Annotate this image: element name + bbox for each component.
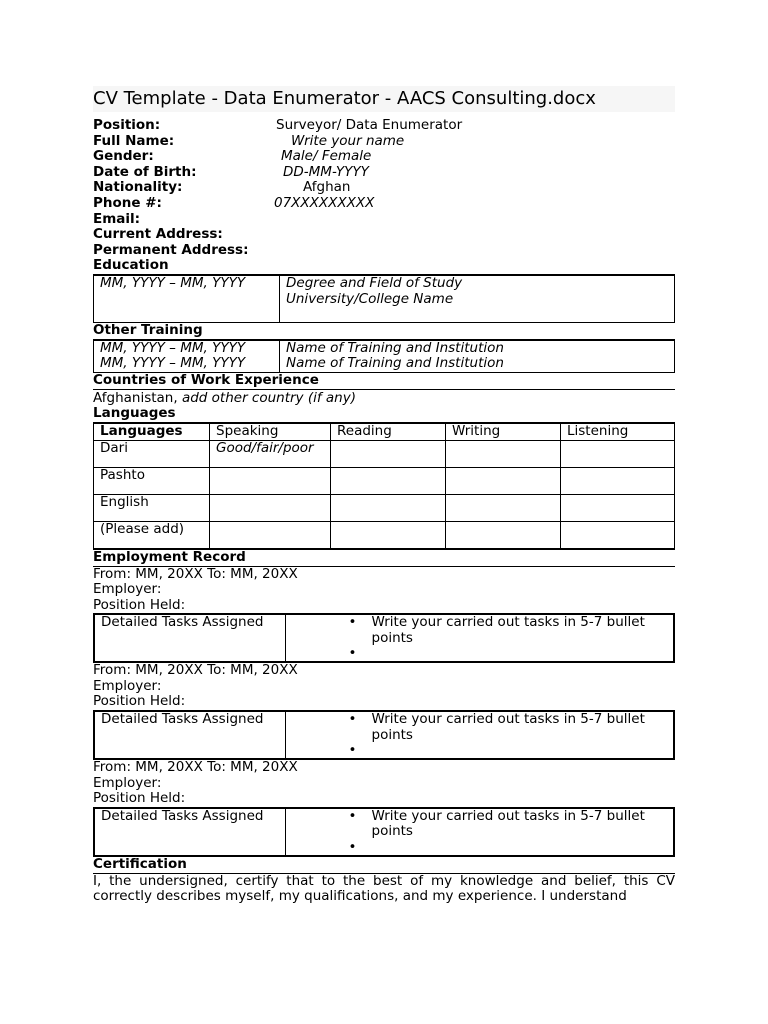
education-dates: MM, YYYY – MM, YYYY xyxy=(94,275,280,323)
employment-heading: Employment Record xyxy=(93,550,675,567)
lang-col-header-writing: Writing xyxy=(446,423,561,440)
position-value: Surveyor/ Data Enumerator xyxy=(276,117,463,133)
task-text: Write your carried out tasks in 5-7 bullet points xyxy=(371,711,645,743)
lang-col-header-reading: Reading xyxy=(331,423,446,440)
bullet-icon: • xyxy=(348,742,357,759)
tasks-table xyxy=(93,710,675,760)
document-page xyxy=(93,86,675,905)
employment-employer: Employer: xyxy=(93,581,162,598)
countries-value-italic: add other country (if any) xyxy=(181,389,356,406)
countries-value xyxy=(93,391,675,407)
education-degree: Degree and Field of Study xyxy=(286,274,463,291)
list-item xyxy=(348,807,668,840)
tasks-list xyxy=(292,614,668,662)
tasks-label: Detailed Tasks Assigned xyxy=(94,808,285,856)
lang-cell xyxy=(331,440,446,467)
lang-speaking-please-add xyxy=(210,521,331,549)
table-row xyxy=(94,423,675,440)
position-label: Position: xyxy=(93,117,161,133)
employment-position: Position Held: xyxy=(93,790,186,807)
bullet-icon: • xyxy=(348,614,357,631)
lang-name-pashto: Pashto xyxy=(94,467,210,494)
lang-col-header-languages: Languages xyxy=(94,423,210,440)
lang-col-header-listening: Listening xyxy=(561,423,675,440)
employment-entry-2 xyxy=(93,663,675,760)
employment-employer: Employer: xyxy=(93,677,162,694)
table-row xyxy=(94,521,675,549)
table-row xyxy=(94,808,674,856)
gender-label: Gender: xyxy=(93,148,154,165)
lang-cell xyxy=(446,467,561,494)
full-name-value: Write your name xyxy=(291,132,405,149)
languages-table xyxy=(93,422,675,550)
employment-from-to: From: MM, 20XX To: MM, 20XX xyxy=(93,662,298,679)
table-row xyxy=(94,275,675,323)
personal-info xyxy=(93,118,675,258)
employment-position: Position Held: xyxy=(93,693,186,710)
lang-cell xyxy=(561,440,675,467)
employment-entry-1 xyxy=(93,567,675,664)
lang-speaking-dari: Good/fair/poor xyxy=(210,440,331,467)
tasks-label: Detailed Tasks Assigned xyxy=(94,711,285,759)
tasks-cell xyxy=(285,808,674,856)
lang-name-dari: Dari xyxy=(94,440,210,467)
permanent-address-label: Permanent Address: xyxy=(93,241,249,258)
task-text: Write your carried out tasks in 5-7 bullet points xyxy=(371,614,645,646)
bullet-icon: • xyxy=(348,711,357,728)
training-name-cell xyxy=(280,340,675,373)
bullet-icon: • xyxy=(348,839,357,856)
tasks-list xyxy=(292,711,668,759)
lang-cell xyxy=(331,467,446,494)
full-name-label: Full Name: xyxy=(93,132,175,149)
employment-from-to: From: MM, 20XX To: MM, 20XX xyxy=(93,759,298,776)
training-name-1: Name of Training and Institution xyxy=(286,339,504,356)
lang-cell xyxy=(331,521,446,549)
certification-heading: Certification xyxy=(93,857,675,874)
certification-text: I, the undersigned, certify that to the best of my knowledge and belief, this CV correctly describes myself, my qualifications, and my experience. I understand xyxy=(93,872,675,905)
training-dates-cell xyxy=(94,340,280,373)
current-address-label: Current Address: xyxy=(93,226,223,243)
lang-col-header-speaking: Speaking xyxy=(210,423,331,440)
table-row xyxy=(94,614,674,662)
lang-cell xyxy=(446,521,561,549)
nationality-value: Afghan xyxy=(303,179,351,196)
lang-speaking-pashto xyxy=(210,467,331,494)
employment-position: Position Held: xyxy=(93,596,186,613)
employment-from-to: From: MM, 20XX To: MM, 20XX xyxy=(93,565,298,582)
employment-entry-3 xyxy=(93,760,675,857)
languages-heading: Languages xyxy=(93,405,176,422)
lang-name-english: English xyxy=(94,494,210,521)
phone-label: Phone #: xyxy=(93,194,162,211)
training-name-2: Name of Training and Institution xyxy=(286,355,504,372)
table-row xyxy=(94,440,675,467)
task-text: Write your carried out tasks in 5-7 bullet points xyxy=(371,807,645,840)
education-table xyxy=(93,274,675,323)
table-row xyxy=(94,711,674,759)
list-item xyxy=(348,614,668,646)
lang-speaking-english xyxy=(210,494,331,521)
lang-cell xyxy=(446,440,561,467)
lang-cell xyxy=(561,494,675,521)
countries-value-plain: Afghanistan, xyxy=(93,389,182,406)
education-heading: Education xyxy=(93,257,169,274)
countries-heading: Countries of Work Experience xyxy=(93,373,675,390)
table-row xyxy=(94,467,675,494)
phone-value: 07XXXXXXXXX xyxy=(274,194,375,211)
list-item xyxy=(348,711,668,743)
lang-cell xyxy=(561,521,675,549)
tasks-table xyxy=(93,613,675,663)
document-title: CV Template - Data Enumerator - AACS Consulting.docx xyxy=(93,86,675,112)
tasks-label: Detailed Tasks Assigned xyxy=(94,614,285,662)
other-training-heading: Other Training xyxy=(93,321,203,338)
table-row xyxy=(94,494,675,521)
training-dates-1: MM, YYYY – MM, YYYY xyxy=(100,339,246,356)
tasks-cell xyxy=(285,711,674,759)
bullet-icon: • xyxy=(348,807,357,824)
email-label: Email: xyxy=(93,210,141,227)
nationality-label: Nationality: xyxy=(93,179,183,196)
dob-label: Date of Birth: xyxy=(93,163,197,180)
lang-cell xyxy=(446,494,561,521)
lang-name-please-add: (Please add) xyxy=(94,521,210,549)
training-dates-2: MM, YYYY – MM, YYYY xyxy=(100,355,246,372)
tasks-table xyxy=(93,807,675,857)
bullet-icon: • xyxy=(348,645,357,662)
lang-cell xyxy=(561,467,675,494)
training-table xyxy=(93,339,675,373)
tasks-cell xyxy=(285,614,674,662)
education-degree-cell xyxy=(280,275,675,323)
education-university: University/College Name xyxy=(286,290,454,307)
lang-cell xyxy=(331,494,446,521)
gender-value: Male/ Female xyxy=(281,148,372,165)
employment-employer: Employer: xyxy=(93,774,162,791)
tasks-list xyxy=(292,807,668,856)
dob-value: DD-MM-YYYY xyxy=(283,163,369,180)
table-row xyxy=(94,340,675,373)
